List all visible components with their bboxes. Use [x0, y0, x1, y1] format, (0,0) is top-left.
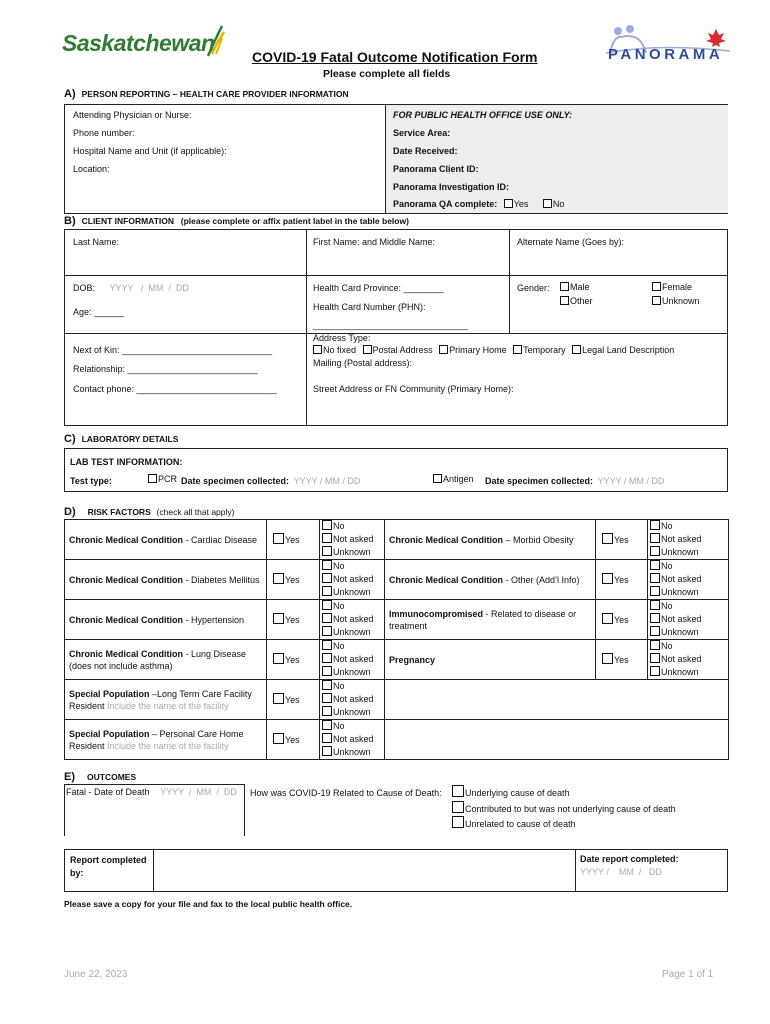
section-c-header: C) LABORATORY DETAILS — [64, 433, 179, 445]
risk-left-1-no-checkbox[interactable]: No — [322, 560, 382, 573]
risk-left-0-unknown-checkbox[interactable]: Unknown — [322, 546, 382, 559]
risk-left-0-yes[interactable]: Yes — [267, 520, 320, 560]
risk-right-3-answers — [648, 640, 729, 680]
date-received-field[interactable]: Date Received: — [393, 146, 458, 156]
first-name-field[interactable]: First Name: and Middle Name: — [313, 237, 436, 247]
risk-left-0-no-checkbox[interactable]: No — [322, 520, 382, 533]
address-temporary-checkbox[interactable]: Temporary — [513, 345, 566, 355]
risk-right-1-yes[interactable]: Yes — [596, 560, 648, 600]
footer-date: June 22, 2023 — [64, 969, 128, 980]
section-a-header: A) PERSON REPORTING – HEALTH CARE PROVIDER INFORMATION — [64, 88, 349, 100]
gender-label: Gender: — [517, 283, 550, 293]
risk-right-1-no-checkbox[interactable]: No — [650, 560, 726, 573]
risk-left-2-unknown-checkbox[interactable]: Unknown — [322, 626, 382, 639]
risk-left-3-answers — [320, 640, 385, 680]
risk-left-5-no-checkbox[interactable]: No — [322, 720, 382, 733]
risk-right-0-label: Chronic Medical Condition – Morbid Obesity — [385, 520, 596, 560]
risk-left-3-no-checkbox[interactable]: No — [322, 640, 382, 653]
risk-right-2-unknown-checkbox[interactable]: Unknown — [650, 626, 726, 639]
logo-wordmark: Saskatchewan — [62, 30, 215, 56]
lab-test-info-label: LAB TEST INFORMATION: — [70, 457, 183, 467]
location-field[interactable]: Location: — [73, 164, 110, 174]
gender-unknown-checkbox[interactable]: Unknown — [652, 295, 700, 308]
contact-phone-field[interactable]: Contact phone: ____________________________ — [73, 384, 277, 394]
gender-other-checkbox[interactable]: Other — [560, 295, 593, 308]
risk-right-2-no-checkbox[interactable]: No — [650, 600, 726, 613]
underlying-cause-checkbox[interactable]: Underlying cause of death — [452, 785, 570, 800]
qa-no-checkbox[interactable]: No — [543, 199, 565, 209]
section-b-header: B) CLIENT INFORMATION (please complete or affix patient label in the table below) — [64, 215, 409, 227]
next-of-kin-field[interactable]: Next of Kin: ______________________________ — [73, 345, 273, 355]
risk-right-3-yes[interactable]: Yes — [596, 640, 648, 680]
risk-left-5-unknown-checkbox[interactable]: Unknown — [322, 746, 382, 759]
street-address-field[interactable]: Street Address or FN Community (Primary Home): — [313, 384, 514, 394]
pcr-checkbox[interactable]: PCR — [148, 474, 177, 484]
fax-instruction: Please save a copy for your file and fax to the local public health office. — [64, 899, 353, 909]
risk-left-5-answers — [320, 720, 385, 760]
risk-right-0-no-checkbox[interactable]: No — [650, 520, 726, 533]
dob-field[interactable]: DOB: YYYY / MM / DD — [73, 283, 189, 293]
risk-right-2-yes[interactable]: Yes — [596, 600, 648, 640]
risk-right-1-answers — [648, 560, 729, 600]
risk-factor-row — [65, 560, 729, 600]
risk-left-2-not-asked-checkbox[interactable]: Not asked — [322, 613, 382, 626]
risk-left-5-yes[interactable]: Yes — [267, 720, 320, 760]
date-report-completed-input[interactable]: YYYY / MM / DD — [580, 867, 662, 877]
mailing-address-field[interactable]: Mailing (Postal address): — [313, 358, 413, 368]
age-field[interactable]: Age: ______ — [73, 307, 125, 317]
risk-right-0-unknown-checkbox[interactable]: Unknown — [650, 546, 726, 559]
risk-right-3-unknown-checkbox[interactable]: Unknown — [650, 666, 726, 679]
risk-right-3-no-checkbox[interactable]: No — [650, 640, 726, 653]
risk-left-5-label: Special Population – Personal Care Home Resident Include the name of the facility — [65, 720, 267, 760]
unrelated-cause-checkbox[interactable]: Unrelated to cause of death — [452, 816, 576, 831]
section-d-header: D) RISK FACTORS (check all that apply) — [64, 506, 235, 518]
risk-factor-row — [65, 640, 729, 680]
report-completed-by-input[interactable] — [156, 851, 573, 890]
hospital-unit-field[interactable]: Hospital Name and Unit (if applicable): — [73, 146, 227, 156]
test-type-label: Test type: — [70, 476, 112, 486]
address-no-fixed-checkbox[interactable]: No fixed — [313, 345, 356, 355]
risk-left-1-yes[interactable]: Yes — [267, 560, 320, 600]
health-card-province-field[interactable]: Health Card Province: ________ — [313, 283, 444, 293]
risk-left-0-label: Chronic Medical Condition - Cardiac Disease — [65, 520, 267, 560]
risk-left-3-yes[interactable]: Yes — [267, 640, 320, 680]
covid-relation-question: How was COVID-19 Related to Cause of Death: — [250, 788, 442, 798]
risk-left-4-unknown-checkbox[interactable]: Unknown — [322, 706, 382, 719]
risk-left-4-answers — [320, 680, 385, 720]
empty-cell — [385, 680, 729, 720]
last-name-field[interactable]: Last Name: — [73, 237, 120, 247]
attending-physician-field[interactable]: Attending Physician or Nurse: — [73, 110, 192, 120]
pcr-date-collected[interactable]: Date specimen collected: YYYY / MM / DD — [181, 476, 361, 486]
risk-left-2-label: Chronic Medical Condition - Hypertension — [65, 600, 267, 640]
gender-female-checkbox[interactable]: Female — [652, 281, 692, 294]
risk-factor-row — [65, 520, 729, 560]
office-use-panel — [385, 105, 728, 213]
risk-right-3-label: Pregnancy — [385, 640, 596, 680]
risk-right-3-not-asked-checkbox[interactable]: Not asked — [650, 653, 726, 666]
panorama-investigation-id-field[interactable]: Panorama Investigation ID: — [393, 182, 510, 192]
panorama-wordmark: PANORAMA — [608, 46, 724, 63]
risk-right-2-label: Immunocompromised - Related to disease or treatment — [385, 600, 596, 640]
footer-page-number: Page 1 of 1 — [662, 969, 714, 980]
relationship-field[interactable]: Relationship: __________________________ — [73, 364, 258, 374]
saskatchewan-logo — [62, 28, 227, 64]
form-subtitle: Please complete all fields — [323, 68, 451, 80]
address-type-options — [313, 345, 674, 355]
wheat-icon — [204, 24, 226, 58]
qa-yes-checkbox[interactable]: Yes — [504, 199, 529, 209]
fatal-date-field[interactable]: Fatal - Date of Death YYYY / MM / DD — [66, 787, 237, 797]
alternate-name-field[interactable]: Alternate Name (Goes by): — [517, 237, 625, 247]
risk-left-4-yes[interactable]: Yes — [267, 680, 320, 720]
address-postal-checkbox[interactable]: Postal Address — [363, 345, 433, 355]
risk-left-5-not-asked-checkbox[interactable]: Not asked — [322, 733, 382, 746]
risk-right-2-answers — [648, 600, 729, 640]
address-legal-land-checkbox[interactable]: Legal Land Description — [572, 345, 674, 355]
risk-left-4-no-checkbox[interactable]: No — [322, 680, 382, 693]
risk-factor-row — [65, 600, 729, 640]
form-title: COVID-19 Fatal Outcome Notification Form — [252, 49, 538, 65]
panorama-client-id-field[interactable]: Panorama Client ID: — [393, 164, 479, 174]
section-e-header: E) OUTCOMES — [64, 771, 137, 783]
risk-factors-table — [64, 519, 729, 760]
address-type-label: Address Type: — [313, 333, 371, 343]
risk-left-2-no-checkbox[interactable]: No — [322, 600, 382, 613]
report-completed-by-label: Report completed by: — [70, 855, 147, 878]
date-report-completed-label: Date report completed: — [580, 854, 679, 864]
risk-left-3-not-asked-checkbox[interactable]: Not asked — [322, 653, 382, 666]
office-use-heading: FOR PUBLIC HEALTH OFFICE USE ONLY: — [393, 110, 573, 120]
risk-left-4-label: Special Population –Long Term Care Facility Resident Include the name of the facility — [65, 680, 267, 720]
antigen-date-collected[interactable]: Date specimen collected: YYYY / MM / DD — [485, 476, 665, 486]
qa-complete-row: Panorama QA complete: Yes No — [393, 199, 565, 209]
risk-right-0-answers — [648, 520, 729, 560]
risk-left-3-unknown-checkbox[interactable]: Unknown — [322, 666, 382, 679]
risk-factor-row — [65, 680, 729, 720]
risk-left-1-label: Chronic Medical Condition - Diabetes Mellitus — [65, 560, 267, 600]
health-card-number-line: _______________________________ — [313, 320, 469, 330]
panorama-logo — [600, 25, 736, 65]
risk-right-1-label: Chronic Medical Condition - Other (Add’l Info) — [385, 560, 596, 600]
risk-right-2-not-asked-checkbox[interactable]: Not asked — [650, 613, 726, 626]
service-area-field[interactable]: Service Area: — [393, 128, 451, 138]
risk-left-1-unknown-checkbox[interactable]: Unknown — [322, 586, 382, 599]
risk-right-0-not-asked-checkbox[interactable]: Not asked — [650, 533, 726, 546]
health-card-number-field[interactable]: Health Card Number (PHN): — [313, 302, 426, 312]
antigen-checkbox[interactable]: Antigen — [433, 474, 474, 484]
risk-left-2-answers — [320, 600, 385, 640]
risk-left-4-not-asked-checkbox[interactable]: Not asked — [322, 693, 382, 706]
risk-right-1-unknown-checkbox[interactable]: Unknown — [650, 586, 726, 599]
gender-male-checkbox[interactable]: Male — [560, 281, 590, 294]
risk-left-3-label: Chronic Medical Condition - Lung Disease (does not include asthma) — [65, 640, 267, 680]
risk-factor-row — [65, 720, 729, 760]
phone-number-field[interactable]: Phone number: — [73, 128, 135, 138]
risk-right-0-yes[interactable]: Yes — [596, 520, 648, 560]
risk-right-1-not-asked-checkbox[interactable]: Not asked — [650, 573, 726, 586]
empty-cell — [385, 720, 729, 760]
risk-left-1-answers — [320, 560, 385, 600]
risk-left-0-answers — [320, 520, 385, 560]
address-primary-home-checkbox[interactable]: Primary Home — [439, 345, 507, 355]
risk-left-2-yes[interactable]: Yes — [267, 600, 320, 640]
risk-left-1-not-asked-checkbox[interactable]: Not asked — [322, 573, 382, 586]
contributed-cause-checkbox[interactable]: Contributed to but was not underlying cause of death — [452, 801, 676, 816]
risk-left-0-not-asked-checkbox[interactable]: Not asked — [322, 533, 382, 546]
